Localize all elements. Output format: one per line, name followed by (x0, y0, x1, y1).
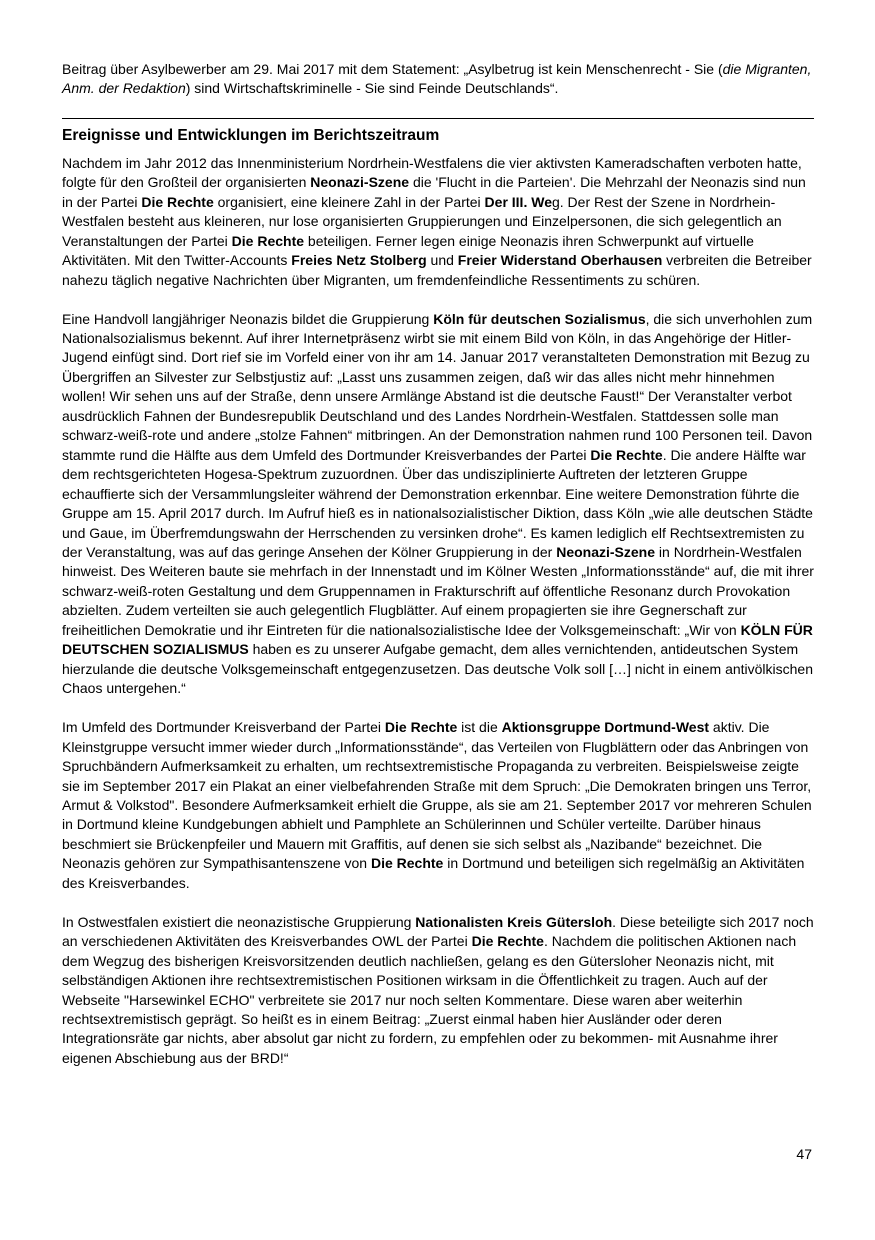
text: . Diese beteiligte sich 2017 noch an verschiedenen Aktivitäten des Kreisverbandes OWL der Partei (62, 913, 814, 950)
bold-term: Der III. We (484, 193, 552, 210)
text: die 'Flucht in die Parteien'. Die Mehrzahl der Neonazis sind nun in der Partei (62, 174, 806, 210)
document-page (62, 60, 814, 1088)
bold-term: Die Rechte (384, 719, 458, 736)
text: in Nordrhein-Westfalen hinweist. Des Weiteren baute sie mehrfach in der Innenstadt und im Kölner Westen „Informationsstände“ auf, die mit ihrer schwarz-weiß-roten Gestaltung und dem Gruppennamen in Frakturschrift auf öffentliche Resonanz durch Provokation abzielten. Zudem verteilten sie auch gelegentlich Flugblätter. Auf einem propagierten sie ihre Gegnerschaft zur freiheitlichen Demokratie und ihr Eintreten für die nationalsozialistische Idee der Volksgemeinschaft: „Wir von (62, 544, 814, 638)
text: beteiligen. Ferner legen einige Neonazis ihren Schwerpunkt auf virtuelle Aktivitäten. Mit den Twitter-Accounts (62, 232, 754, 269)
text: organisiert, eine kleinere Zahl in der Partei (213, 193, 485, 210)
text: In Ostwestfalen existiert die neonazistische Gruppierung (62, 913, 416, 930)
text: aktiv. Die Kleinstgruppe versucht immer wieder durch „Informationsstände“, das Verteilen von Flugblättern oder das Anbringen von Spruchbändern Aufmerksamkeit zu erhalten, um rechtsextremistische Propaganda zu verbreiten. Beispielsweise zeigte sie im September 2017 ein Plakat an einer vielbefahrenden Straße mit dem Spruch: „Die Demokraten bringen uns Terror, Armut & Volkstod". Besondere Aufmerksamkeit erhielt die Gruppe, als sie am 21. September 2017 vor mehreren Schulen in Dortmund kleine Kundgebungen abhielt und Pamphlete an Schülerinnen und Schüler verteilte. Darüber hinaus beschmiert sie Brückenpfeiler und Mauern mit Graffitis, auf denen sie sich selbst als „Nazibande“ bezeichnet. Die Neonazis gehören zur Sympathisantenszene von (62, 719, 812, 872)
page-number: 47 (796, 1146, 812, 1162)
bold-term: Freies Netz Stolberg (291, 252, 427, 269)
intro-text: Beitrag über Asylbewerber am 29. Mai 2017 mit dem Statement: „Asylbetrug ist kein Menschenrecht - Sie ( (62, 61, 723, 77)
intro-text-end: ) sind Wirtschaftskriminelle - Sie sind Feinde Deutschlands“. (185, 80, 559, 97)
text: . Nachdem die politischen Aktionen nach dem Wegzug des bisherigen Kreisvorsitzenden deutlich nachließen, gelang es den Gütersloher Neonazis nicht, mit selbständigen Aktionen ihre rechtsextremistischen Positionen wirksam in die Öffentlichkeit zu tragen. Auch auf der Webseite "Harsewinkel ECHO" verbreitete sie 2017 nur noch selten Kommentare. Diese waren aber weiterhin rechtsextremistisch geprägt. So heißt es in einem Beitrag: „Zuerst einmal haben hier Ausländer oder deren Integrationsräte gar nichts, aber absolut gar nicht zu fordern, zu empfehlen oder zu bekommen- mit Ausnahme ihrer eigenen Abschiebung aus der BRD!“ (62, 933, 797, 1066)
intro-editorial-note: die Migranten, Anm. der Redaktion (62, 61, 812, 97)
intro-paragraph (62, 60, 814, 99)
bold-term: Die Rechte (141, 193, 214, 210)
paragraph-2 (62, 310, 814, 699)
text: in Dortmund und beteiligen sich regelmäßig an Aktivitäten des Kreisverbandes. (62, 855, 805, 891)
text: haben es zu unserer Aufgabe gemacht, dem alles vernichtenden, antideutschen System hierzulande die deutsche Volksgemeinschaft entgegenzusetzen. Das deutsche Volk soll […] nicht in einem antivölkischen Chaos untergehen.“ (62, 641, 814, 697)
text: Eine Handvoll langjähriger Neonazis bildet die Gruppierung (62, 310, 434, 327)
text: Im Umfeld des Dortmunder Kreisverband der Partei (62, 719, 385, 736)
section-heading: Ereignisse und Entwicklungen im Berichtszeitraum (62, 126, 440, 144)
bold-term: Die Rechte (590, 446, 663, 463)
bold-term: Neonazi-Szene (310, 174, 410, 191)
bold-term: Die Rechte (231, 232, 305, 249)
bold-term: Die Rechte (370, 855, 444, 872)
bold-term: Köln für deutschen Sozialismus (433, 310, 646, 327)
paragraph-4 (62, 913, 814, 1069)
text: und (426, 252, 458, 269)
text: ist die (457, 719, 502, 736)
section-divider (62, 118, 814, 119)
bold-term: Freier Widerstand Oberhausen (457, 252, 663, 269)
text: . Die andere Hälfte war dem rechtsgerichteten Hogesa-Spektrum zuzuordnen. Über das undisziplinierte Auftreten der letzteren Gruppe echauffierte sich der Versammlungsleiter während der Demonstration erkennbar. Eine weitere Demonstration führte die Gruppe am 15. April 2017 durch. Im Aufruf hieß es in nationalsozialistischer Diktion, dass Köln „wie alle deutschen Städte und Gaue, im Überfremdungswahn der Herrschenden zu versinken drohe“. Es kamen lediglich elf Rechtsextremisten zu der Veranstaltung, was auf das geringe Ansehen der Kölner Gruppierung in der (62, 446, 813, 561)
text: g. Der Rest der Szene in Nordrhein-Westfalen besteht aus kleineren, nur lose organisierten Gruppierungen und Einzelpersonen, die sich gelegentlich an Veranstaltungen der Partei (62, 193, 782, 249)
text: , die sich unverhohlen zum Nationalsozialismus bekennt. Auf ihrer Internetpräsenz wirbt sie mit einem Bild von Köln, in das Angehörige der Hitler-Jugend einfügt sind. Dort rief sie im Vorfeld einer von ihr am 14. Januar 2017 veranstalteten Demonstration mit Bezug zu Übergriffen an Silvester zur Selbstjustiz auf: „Lasst uns zusammen zeigen, daß wir das alles nicht mehr hinnehmen wollen! Wir sehen uns auf der Straße, denn unsere Armlänge Abstand ist die deutsche Faust!“ Der Veranstalter verbot ausdrücklich Fahnen der Bundesrepublik Deutschland und des Landes Nordrhein-Westfalen. Stattdessen solle man schwarz-weiß-rote und andere „stolze Fahnen“ mitbringen. An der Demonstration nahmen rund 100 Personen teil. Davon stammte rund die Hälfte aus dem Umfeld des Dortmunder Kreisverbandes der Partei (62, 310, 813, 463)
text: Nachdem im Jahr 2012 das Innenministerium Nordrhein-Westfalens die vier aktivsten Kameradschaften verboten hatte, folgte für den Großteil der organisierten (62, 154, 802, 191)
text: verbreiten die Betreiber nahezu täglich negative Nachrichten über Migranten, um fremdenfeindliche Ressentiments zu schüren. (62, 252, 812, 288)
bold-term: Aktionsgruppe Dortmund-West (501, 719, 710, 736)
bold-term: Die Rechte (471, 933, 544, 950)
paragraph-3 (62, 718, 814, 893)
paragraph-1 (62, 154, 814, 290)
bold-term: KÖLN FÜR DEUTSCHEN SOZIALISMUS (62, 621, 813, 658)
bold-term: Neonazi-Szene (556, 544, 656, 561)
bold-term: Nationalisten Kreis Gütersloh (415, 913, 613, 930)
